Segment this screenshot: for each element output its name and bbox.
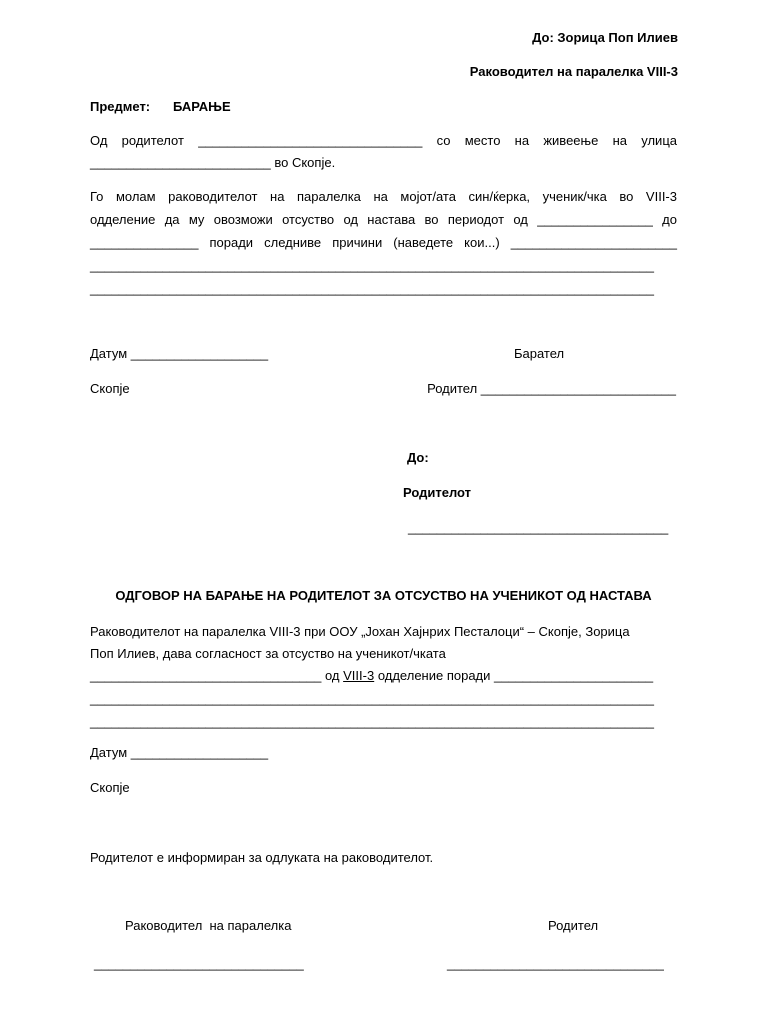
to-label: До: bbox=[407, 450, 429, 465]
response-line-1: Раководителот на паралелка VIII-3 при ООУ „Јохан Хајнрих Песталоци“ – Скопје, Зорица bbox=[90, 624, 630, 639]
subject-label: Предмет: bbox=[90, 99, 151, 114]
request-line-5: _______________ поради следниве причини (наведете кои...) _______________________ bbox=[90, 235, 677, 250]
parent-signature-line: ______________________________ bbox=[447, 956, 664, 971]
request-line-3: Го молам раководителот на паралелка на мојот/ата син/ќерка, ученик/чка во VIII-3 bbox=[90, 189, 677, 204]
response-blank-line-2: ______________________________________________________________________________ bbox=[90, 714, 654, 729]
student-blank: ________________________________ од bbox=[90, 668, 344, 683]
response-date-field: Датум ___________________ bbox=[90, 745, 269, 760]
recipient-parent-label: Родителот bbox=[403, 485, 472, 500]
teacher-signature-label: Раководител на паралелка bbox=[125, 918, 292, 933]
recipient-role: Раководител на паралелка VIII-3 bbox=[469, 64, 678, 79]
informed-statement: Родителот е информиран за одлуката на раководителот. bbox=[90, 850, 434, 865]
response-line-3 bbox=[90, 668, 653, 684]
applicant-label: Барател bbox=[514, 346, 565, 361]
parent-signature-label: Родител bbox=[548, 918, 599, 933]
request-line-2: _________________________ во Скопје. bbox=[90, 155, 336, 170]
city-label: Скопје bbox=[90, 381, 130, 396]
request-blank-line-1: ______________________________________________________________________________ bbox=[90, 258, 654, 273]
date-field: Датум ___________________ bbox=[90, 346, 269, 361]
response-title: ОДГОВОР НА БАРАЊЕ НА РОДИТЕЛОТ ЗА ОТСУСТВО НА УЧЕНИКОТ ОД НАСТАВА bbox=[115, 588, 652, 603]
parent-signature-field: Родител ___________________________ bbox=[427, 381, 676, 396]
response-city-label: Скопје bbox=[90, 780, 130, 795]
subject-value: БАРАЊЕ bbox=[173, 99, 231, 114]
class-reference: VIII-3 bbox=[343, 668, 375, 683]
request-line-4: одделение да му овозможи отсуство од настава во периодот од ________________ до bbox=[90, 212, 677, 227]
request-blank-line-2: ______________________________________________________________________________ bbox=[90, 281, 654, 296]
response-line-2: Поп Илиев, дава согласност за отсуство на ученикот/чката bbox=[90, 646, 446, 661]
recipient-line: До: Зорица Поп Илиев bbox=[532, 30, 678, 45]
teacher-signature-line: _____________________________ bbox=[94, 956, 304, 971]
reason-blank: одделение поради ______________________ bbox=[374, 668, 654, 683]
request-line-1: Од родителот _______________________________ со место на живеење на улица bbox=[90, 133, 677, 148]
response-blank-line-1: ______________________________________________________________________________ bbox=[90, 691, 654, 706]
recipient-blank-line: ____________________________________ bbox=[408, 520, 669, 535]
